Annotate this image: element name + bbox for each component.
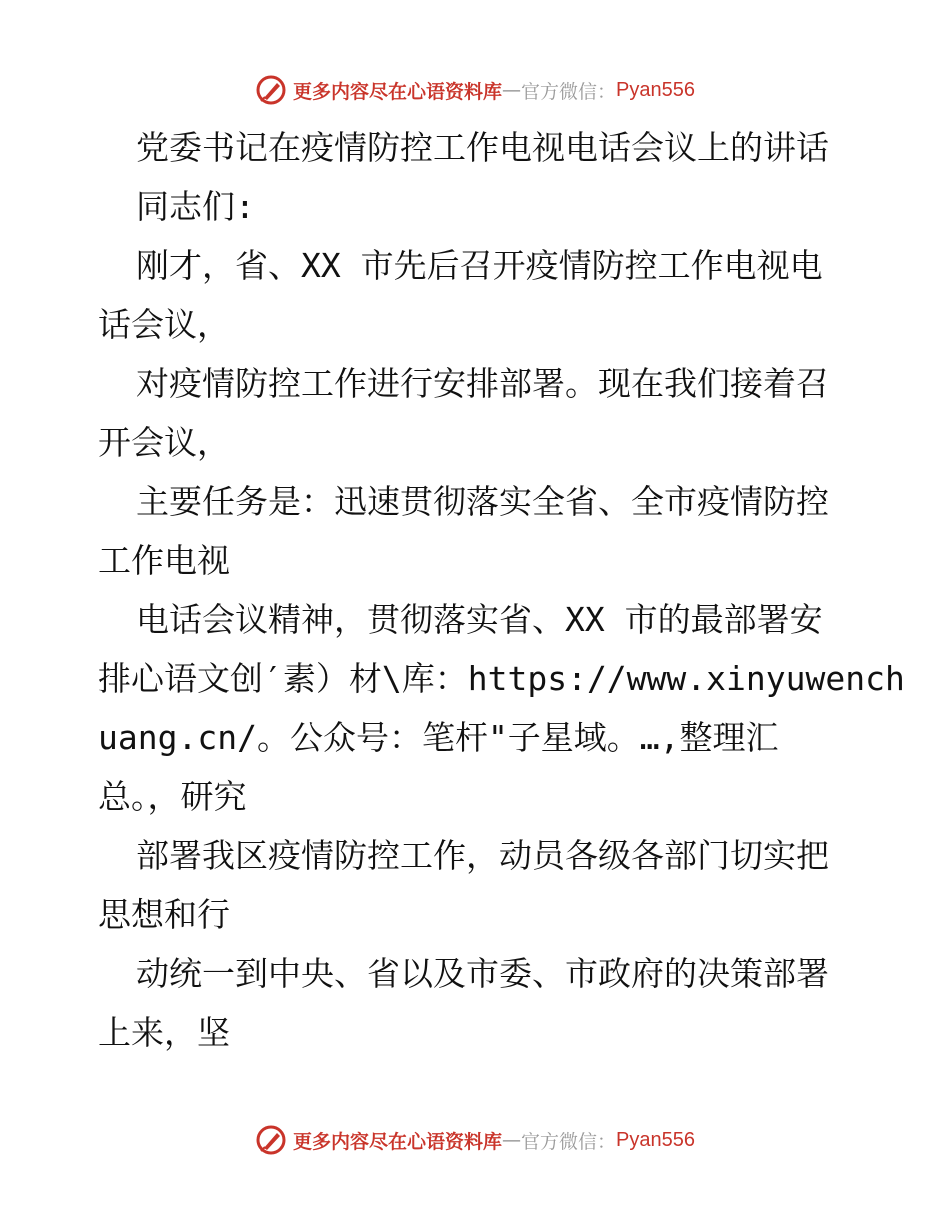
quill-logo-icon bbox=[255, 74, 287, 106]
quill-logo-icon bbox=[255, 1124, 287, 1156]
header-banner-text: 更多内容尽在心语资料库 bbox=[293, 80, 503, 103]
paragraph-line: 部署我区疫情防控工作，动员各级各部门切实把 bbox=[136, 836, 829, 875]
header-banner-separator: — bbox=[502, 79, 522, 101]
footer-banner-text: 更多内容尽在心语资料库 bbox=[293, 1130, 503, 1153]
footer-wechat-label: 官方微信： bbox=[521, 1130, 617, 1153]
salutation: 同志们: bbox=[136, 187, 255, 226]
header-banner bbox=[0, 70, 950, 110]
paragraph-line: 主要任务是：迅速贯彻落实全省、全市疫情防控 bbox=[136, 482, 829, 521]
paragraph-line: 开会议， bbox=[98, 423, 230, 462]
paragraph-line: 排心语文创′素）材\库：https://www.xinyuwench bbox=[98, 659, 905, 698]
paragraph-line: 总。，研究 bbox=[98, 777, 247, 816]
document-body bbox=[98, 118, 905, 1062]
header-wechat-label: 官方微信： bbox=[521, 80, 617, 103]
paragraph-line: 刚才，省、XX 市先后召开疫情防控工作电视电 bbox=[136, 246, 823, 285]
paragraph-line: 思想和行 bbox=[98, 895, 230, 934]
paragraph-line: 动统一到中央、省以及市委、市政府的决策部署 bbox=[136, 954, 829, 993]
footer-banner bbox=[0, 1120, 950, 1160]
paragraph-line: 话会议， bbox=[98, 305, 230, 344]
footer-wechat-id: Pyan556 bbox=[616, 1128, 695, 1151]
header-wechat-id: Pyan556 bbox=[616, 78, 695, 101]
paragraph-line: 工作电视 bbox=[98, 541, 230, 580]
paragraph-line: 上来，坚 bbox=[98, 1013, 230, 1052]
footer-banner-separator: — bbox=[502, 1129, 522, 1151]
paragraph-line: 对疫情防控工作进行安排部署。现在我们接着召 bbox=[136, 364, 829, 403]
document-title: 党委书记在疫情防控工作电视电话会议上的讲话 bbox=[136, 128, 829, 167]
paragraph-line: 电话会议精神，贯彻落实省、XX 市的最部署安 bbox=[136, 600, 823, 639]
paragraph-line: uang.cn/。公众号：笔杆"子星域。…,整理汇 bbox=[98, 718, 779, 757]
